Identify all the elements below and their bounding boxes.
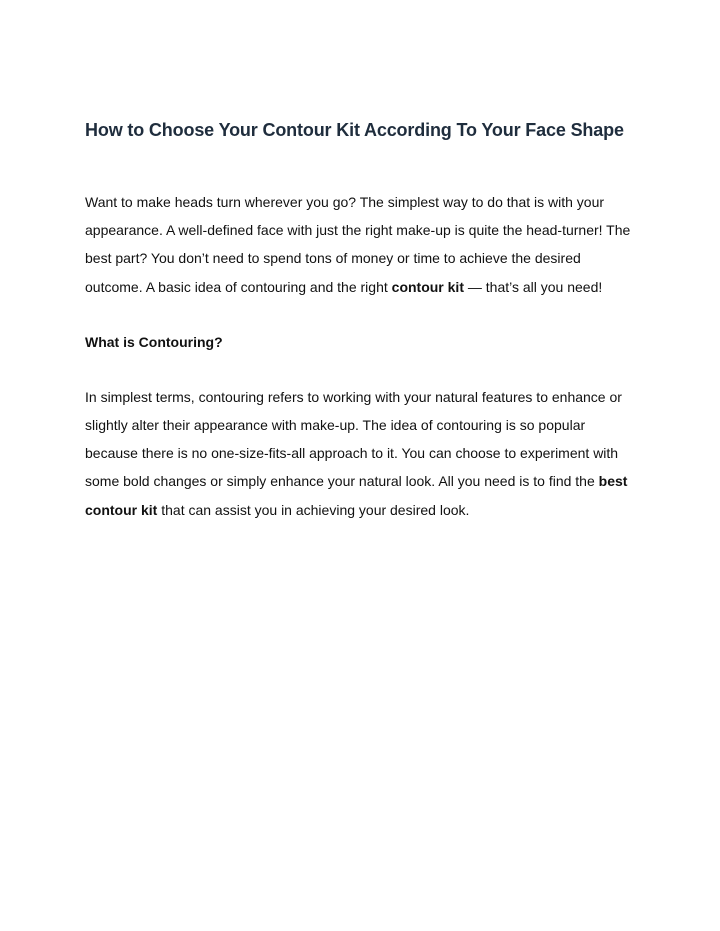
section-heading: What is Contouring? (85, 333, 223, 350)
section-paragraph (85, 383, 635, 524)
intro-text-end: — that’s all you need! (464, 278, 603, 295)
intro-paragraph (85, 188, 635, 301)
document-content (85, 116, 635, 524)
section-text-end: that can assist you in achieving your desired look. (157, 501, 470, 518)
page-title: How to Choose Your Contour Kit According To Your Face Shape (85, 120, 624, 140)
section-text-start: In simplest terms, contouring refers to working with your natural features to enhance or slightly alter their appearance with make-up. The idea of contouring is so popular because there is no one-size-fits-all approach to it. You can choose to experiment with some bold changes or simply enhance your natural look. All you need is to find the (85, 388, 622, 490)
section-bold-best-contour-kit: best contour kit (85, 473, 628, 518)
intro-text-start: Want to make heads turn wherever you go? The simplest way to do that is with your appearance. A well-defined face with just the right make-up is quite the head-turner! The best part? You don’t need to spend tons of money or time to achieve the desired outcome. A basic idea of contouring and the right (85, 194, 631, 295)
intro-bold-contour-kit: contour kit (391, 278, 464, 295)
